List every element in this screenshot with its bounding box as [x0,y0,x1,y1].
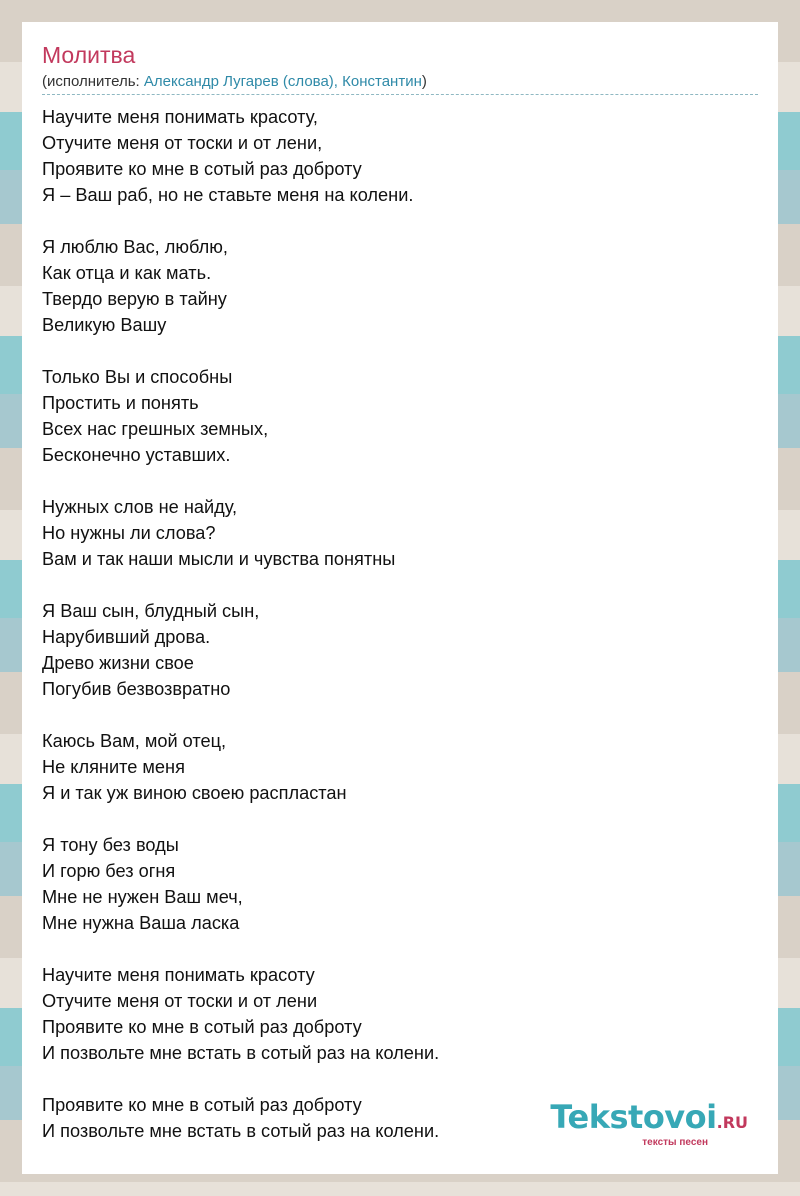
logo-name: Tekstovoi [550,1098,717,1136]
lyric-line: Проявите ко мне в сотый раз доброту [42,1017,362,1037]
site-logo[interactable] [550,1098,748,1148]
lyric-line: И позвольте мне встать в сотый раз на колени. [42,1121,440,1141]
lyric-line: Проявите ко мне в сотый раз доброту [42,159,362,179]
song-title: Молитва [42,42,136,68]
stanza-break [42,1066,758,1092]
logo-wordmark [550,1098,748,1139]
lyrics-text [42,104,758,1144]
lyric-line: Твердо верую в тайну [42,289,227,309]
lyric-line: Но нужны ли слова? [42,523,216,543]
lyric-line: Я и так уж виною своею распластан [42,783,347,803]
lyric-line: Я Ваш сын, блудный сын, [42,601,260,621]
lyric-line: Вам и так наши мысли и чувства понятны [42,549,396,569]
stanza-break [42,806,758,832]
lyric-line: Древо жизни свое [42,653,194,673]
performer-prefix: (исполнитель: [42,73,144,90]
lyric-line: Только Вы и способны [42,367,233,387]
lyric-line: Погубив безвозвратно [42,679,231,699]
lyric-line: Я – Ваш раб, но не ставьте меня на колени. [42,185,414,205]
stanza-break [42,702,758,728]
lyric-line: Проявите ко мне в сотый раз доброту [42,1095,362,1115]
lyric-line: Отучите меня от тоски и от лени [42,991,318,1011]
stanza-break [42,338,758,364]
lyric-line: Научите меня понимать красоту, [42,107,318,127]
song-performer [42,73,758,95]
lyric-line: Мне нужна Ваша ласка [42,913,240,933]
lyric-line: Я люблю Вас, люблю, [42,237,228,257]
lyric-line: Не кляните меня [42,757,185,777]
lyric-line: Нарубивший дрова. [42,627,211,647]
stanza-break [42,208,758,234]
lyric-line: Я тону без воды [42,835,179,855]
lyric-line: Мне не нужен Ваш меч, [42,887,243,907]
logo-tld: .RU [716,1113,748,1132]
lyric-line: Нужных слов не найду, [42,497,238,517]
performer-suffix: ) [421,73,427,90]
stanza-break [42,936,758,962]
lyric-line: Бесконечно уставших. [42,445,231,465]
stanza-break [42,468,758,494]
lyric-line: Как отца и как мать. [42,263,212,283]
lyric-line: И горю без огня [42,861,176,881]
lyric-line: Всех нас грешных земных, [42,419,269,439]
stanza-break [42,572,758,598]
lyric-line: И позвольте мне встать в сотый раз на колени. [42,1043,440,1063]
lyric-line: Простить и понять [42,393,199,413]
logo-tagline: тексты песен [642,1137,708,1148]
lyric-line: Отучите меня от тоски и от лени, [42,133,323,153]
lyrics-card [22,22,778,1174]
performer-link[interactable]: Александр Лугарев (слова), Константин [143,73,422,90]
lyric-line: Каюсь Вам, мой отец, [42,731,227,751]
lyric-line: Великую Вашу [42,315,167,335]
lyric-line: Научите меня понимать красоту [42,965,315,985]
